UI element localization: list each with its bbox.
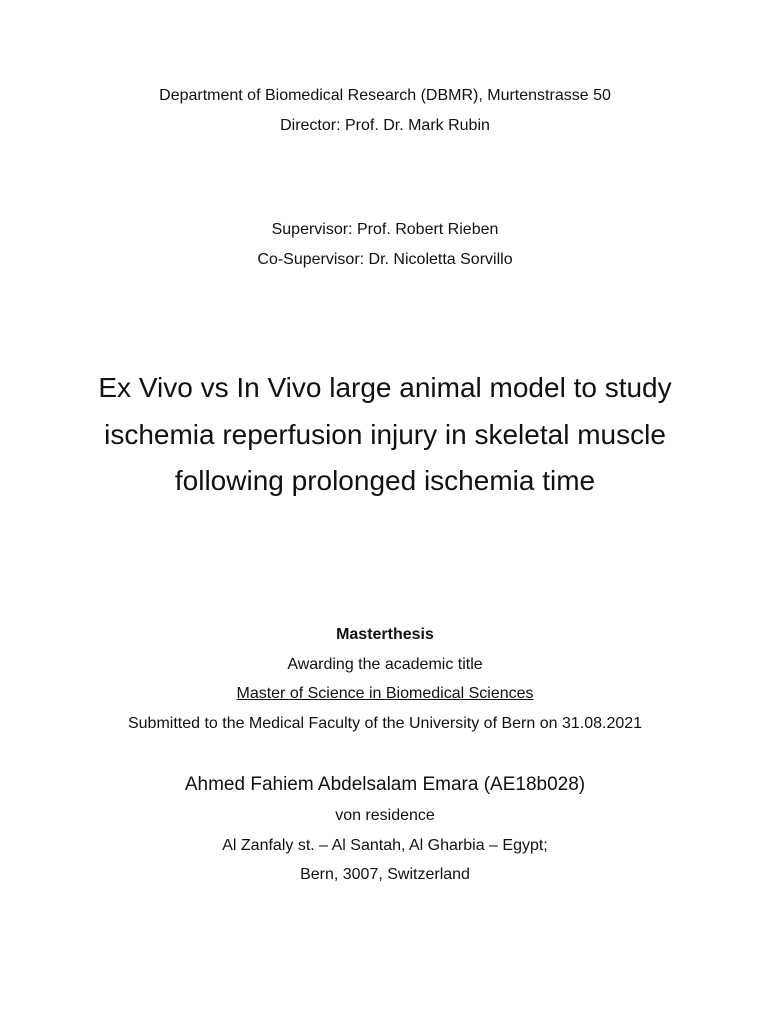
- residence-label: von residence: [335, 807, 435, 824]
- co-supervisor-line: Co-Supervisor: Dr. Nicoletta Sorvillo: [257, 251, 513, 268]
- degree-title: Master of Science in Biomedical Sciences: [236, 685, 534, 702]
- supervisor-line: Supervisor: Prof. Robert Rieben: [271, 221, 499, 238]
- degree-line: [0, 686, 770, 702]
- submission-line: Submitted to the Medical Faculty of the University of Bern on 31.08.2021: [127, 715, 643, 732]
- department-line: Department of Biomedical Research (DBMR), Murtenstrasse 50: [159, 87, 611, 104]
- thesis-title-line-1: Ex Vivo vs In Vivo large animal model to study: [98, 372, 672, 403]
- author-name: Ahmed Fahiem Abdelsalam Emara (AE18b028): [184, 774, 586, 795]
- director-line: Director: Prof. Dr. Mark Rubin: [280, 117, 490, 134]
- thesis-title-line-3: following prolonged ischemia time: [174, 465, 596, 496]
- awarding-line: Awarding the academic title: [287, 656, 483, 673]
- address-line-2: Bern, 3007, Switzerland: [300, 866, 470, 883]
- thesis-type: Masterthesis: [336, 626, 434, 643]
- address-line-1: Al Zanfaly st. – Al Santah, Al Gharbia – Egypt;: [222, 837, 548, 854]
- thesis-title-line-2: ischemia reperfusion injury in skeletal muscle: [104, 419, 666, 450]
